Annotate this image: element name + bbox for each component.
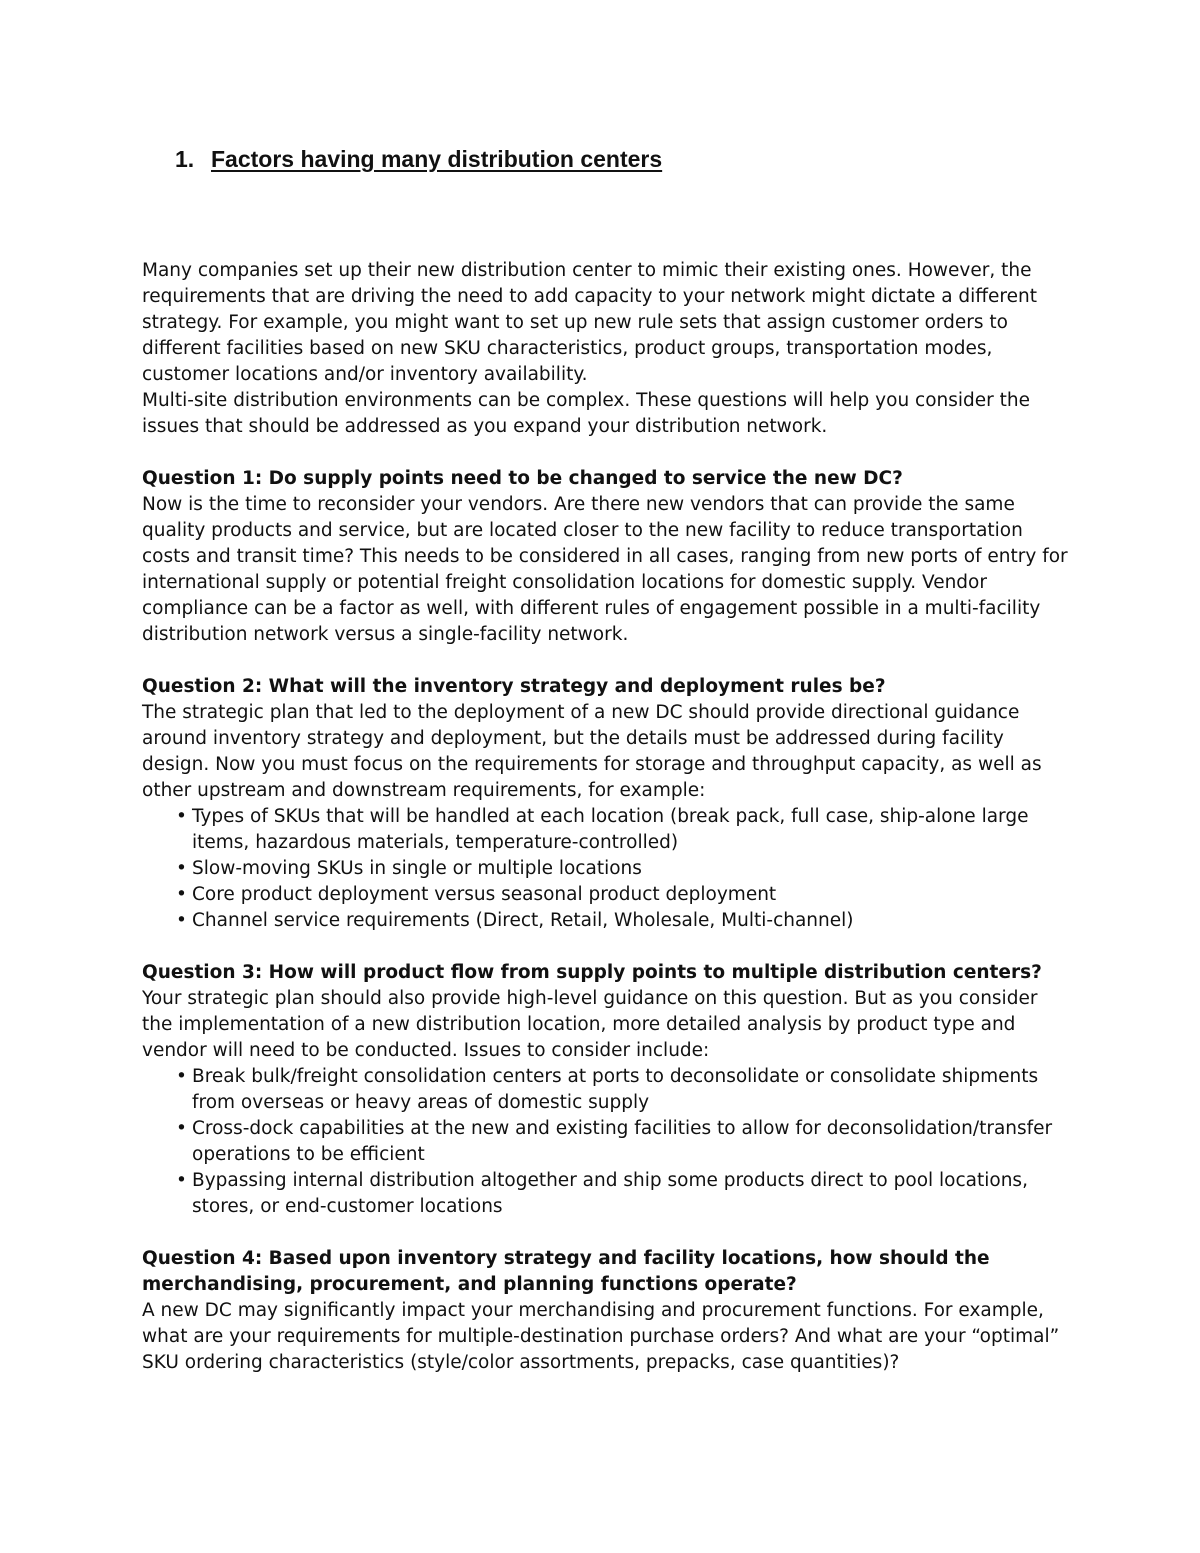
question-1-body: Now is the time to reconsider your vendors. Are there new vendors that can provide the same quality products and service, but are located closer to the new facility to reduce transportation costs and transit time? This needs to be considered in all cases, ranging from new ports of entry for international supply or potential freight consolidation locations for domestic supply. Vendor compliance can be a factor as well, with different rules of engagement possible in a multi-facility distribution network versus a single-facility network. bbox=[142, 494, 1068, 645]
question-3-body: Your strategic plan should also provide high-level guidance on this question. But as you consider the implementation of a new distribution location, more detailed analysis by product type and vendor will need to be conducted. Issues to consider include: bbox=[142, 988, 1038, 1061]
list-item: • Bypassing internal distribution altogether and ship some products direct to pool locations, stores, or end-customer locations bbox=[174, 1168, 1072, 1220]
list-item: • Core product deployment versus seasonal product deployment bbox=[174, 882, 1072, 908]
question-4-title: Question 4: Based upon inventory strategy and facility locations, how should the merchandising, procurement, and planning functions operate? bbox=[142, 1248, 990, 1295]
question-3-bullet-list bbox=[142, 1064, 1072, 1220]
question-2-title: Question 2: What will the inventory strategy and deployment rules be? bbox=[142, 676, 886, 697]
question-1 bbox=[142, 466, 1072, 648]
question-3-title: Question 3: How will product flow from supply points to multiple distribution centers? bbox=[142, 962, 1042, 983]
list-item: • Types of SKUs that will be handled at each location (break pack, full case, ship-alone large items, hazardous materials, temperature-controlled) bbox=[174, 804, 1072, 856]
question-4 bbox=[142, 1246, 1072, 1376]
list-item: • Break bulk/freight consolidation centers at ports to deconsolidate or consolidate shipments from overseas or heavy areas of domestic supply bbox=[174, 1064, 1072, 1116]
question-3 bbox=[142, 960, 1072, 1220]
list-item: • Channel service requirements (Direct, Retail, Wholesale, Multi-channel) bbox=[174, 908, 1072, 934]
section-number: 1. bbox=[175, 146, 195, 172]
question-1-title: Question 1: Do supply points need to be changed to service the new DC? bbox=[142, 468, 903, 489]
question-2-bullet-list bbox=[142, 804, 1072, 934]
question-4-body: A new DC may significantly impact your merchandising and procurement functions. For example, what are your requirements for multiple-destination purchase orders? And what are your “optimal” SKU ordering characteristics (style/color assortments, prepacks, case quantities)? bbox=[142, 1300, 1060, 1373]
question-2 bbox=[142, 674, 1072, 934]
document-body bbox=[142, 258, 1072, 1376]
list-item: • Slow-moving SKUs in single or multiple locations bbox=[174, 856, 1072, 882]
intro-paragraph-2: Multi-site distribution environments can be complex. These questions will help you consider the issues that should be addressed as you expand your distribution network. bbox=[142, 390, 1031, 437]
intro-paragraph-1: Many companies set up their new distribution center to mimic their existing ones. However, the requirements that are driving the need to add capacity to your network might dictate a different strategy. For example, you might want to set up new rule sets that assign customer orders to different facilities based on new SKU characteristics, product groups, transportation modes, customer locations and/or inventory availability. bbox=[142, 260, 1037, 385]
section-title: Factors having many distribution centers bbox=[211, 146, 663, 172]
list-item: • Cross-dock capabilities at the new and existing facilities to allow for deconsolidation/transfer operations to be efficient bbox=[174, 1116, 1072, 1168]
section-heading bbox=[175, 142, 662, 176]
question-2-body: The strategic plan that led to the deployment of a new DC should provide directional guidance around inventory strategy and deployment, but the details must be addressed during facility design. Now you must focus on the requirements for storage and throughput capacity, as well as other upstream and downstream requirements, for example: bbox=[142, 702, 1042, 801]
